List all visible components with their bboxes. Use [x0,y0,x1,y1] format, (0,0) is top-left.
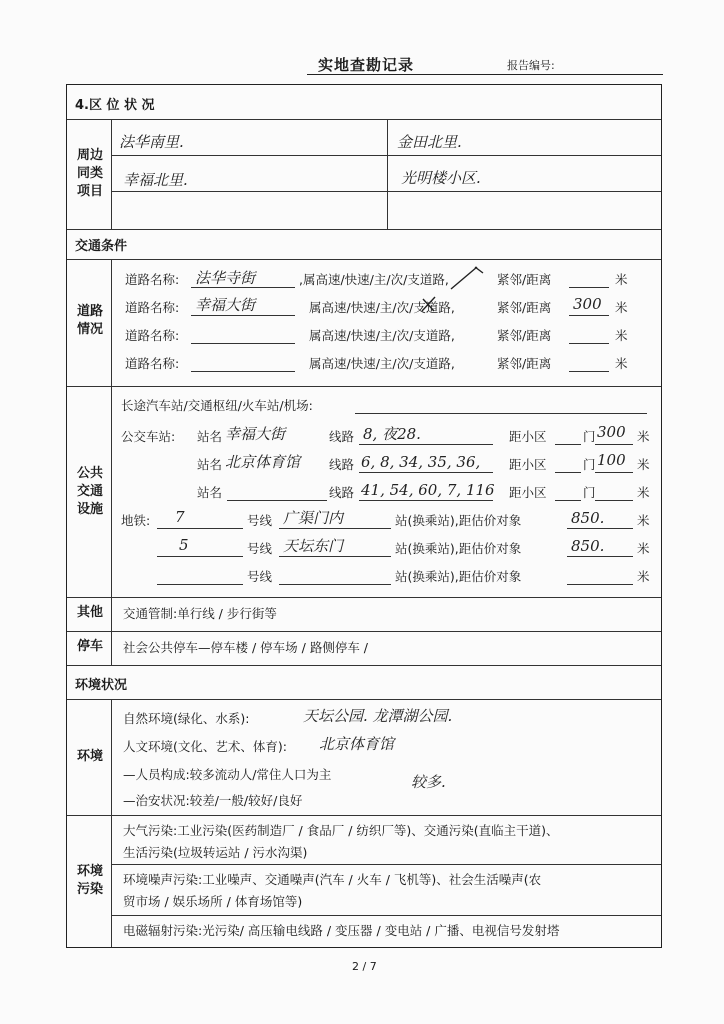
fill-line [191,343,295,344]
unit-text: 米 [615,300,628,315]
fill-line [191,287,295,288]
subway-distance-value: 850. [571,509,605,527]
fill-line [355,413,647,414]
fill-line [569,315,609,316]
road-name-label: 道路名称: [125,328,180,343]
title-underline [307,74,663,75]
fill-line [595,472,633,473]
people-composition-text: —人员构成:较多流动人/常住人口为主 [123,767,332,782]
unit-text: 米 [637,485,650,500]
bus-station-value: 北京体育馆 [225,453,301,471]
page-title: 实地查勘记录 [318,56,415,74]
unit-text: 米 [637,541,650,556]
other-label: 其他 [76,605,103,620]
section-title: 交通条件 [75,239,128,254]
unit-text: 米 [637,569,650,584]
row-divider [67,815,661,816]
gate-label: 门 [583,429,596,444]
line-label: 线路 [329,429,355,444]
subway-label: 地铁: [121,513,151,528]
subway-station-value: 天坛东门 [283,537,344,555]
label-column-line [111,119,112,229]
road-distance-value: 300 [573,295,602,313]
road-distance-label: 紧邻/距离 [497,300,552,315]
station-label: 站名 [197,485,223,500]
bus-lines-value: 6, 8, 34, 35, 36, [361,453,481,471]
gate-label: 门 [583,457,596,472]
noise-pollution-text-cont: 贸市场 / 娱乐场所 / 体育场馆等) [123,894,303,909]
long-distance-label: 长途汽车站/交通枢纽/火车站/机场: [121,398,313,413]
subway-line-value: 5 [179,536,189,554]
line-suffix: 号线 [247,569,273,584]
unit-text: 米 [637,513,650,528]
air-pollution-text-cont: 生活污染(垃圾转运站 / 污水沟渠) [123,845,308,860]
nearby-project: 法华南里. [119,133,184,151]
label-column-line [111,597,112,665]
bus-lines-value: 8, 夜28. [363,425,421,443]
road-name-value: 幸福大街 [195,296,256,314]
environment-label: 环境 [76,749,103,764]
natural-environment-label: 自然环境(绿化、水系): [123,711,250,726]
fill-line [595,500,633,501]
survey-table [66,84,662,948]
fill-line [555,500,581,501]
row-divider [67,119,661,120]
fill-line [569,371,609,372]
bus-distance-value: 300 [597,423,626,441]
unit-text: 米 [615,272,628,287]
subway-station-value: 广渠门内 [283,509,344,527]
row-divider [67,259,661,260]
security-status-text: —治安状况:较差/一般/较好/良好 [123,793,303,808]
distance-label: 距小区 [509,429,547,444]
fill-line [279,556,391,557]
road-distance-label: 紧邻/距离 [497,356,552,371]
station-label: 站名 [197,429,223,444]
fill-line [359,500,493,501]
fill-line [359,444,493,445]
label-column-line [111,259,112,597]
distance-label: 距小区 [509,457,547,472]
fill-line [359,472,493,473]
cell-divider [387,119,388,229]
noise-pollution-text: 环境噪声污染:工业噪声、交通噪声(汽车 / 火车 / 飞机等)、社会生活噪声(农 [123,872,542,887]
row-divider [67,631,661,632]
report-number-label: 报告编号: [507,59,555,72]
air-pollution-text: 大气污染:工业污染(医药制造厂 / 食品厂 / 纺织厂等)、交通污染(直临主干道)、 [123,823,559,838]
cultural-environment-label: 人文环境(文化、艺术、体育): [123,739,287,754]
cultural-environment-value: 北京体育馆 [319,735,395,753]
cell-divider [111,191,661,192]
radiation-pollution-text: 电磁辐射污染:光污染/ 高压输电线路 / 变压器 / 变电站 / 广播、电视信号发射塔 [123,923,560,938]
road-name-label: 道路名称: [125,356,180,371]
bus-label: 公交车站: [121,429,176,444]
natural-environment-value: 天坛公园. 龙潭湖公园. [303,707,453,725]
section-title: 4.区 位 状 况 [75,98,155,113]
page-number: 2 / 7 [352,960,377,973]
fill-line [595,444,633,445]
nearby-project: 光明楼小区. [401,169,481,187]
road-distance-label: 紧邻/距离 [497,328,552,343]
parking-text: 社会公共停车—停车楼 / 停车场 / 路侧停车 / [123,640,369,655]
subway-line-value: 7 [175,508,185,526]
station-suffix: 站(换乘站),距估价对象 [395,569,522,584]
strike-mark [447,263,487,293]
label-column-line [111,699,112,947]
row-divider [67,229,661,230]
subway-distance-value: 850. [571,537,605,555]
pollution-label: 环境 污染 [76,864,103,897]
line-label: 线路 [329,485,355,500]
station-suffix: 站(换乘站),距估价对象 [395,513,522,528]
row-divider [67,665,661,666]
cell-divider [111,864,661,865]
gate-label: 门 [583,485,596,500]
fill-line [157,556,243,557]
fill-line [569,287,609,288]
traffic-control-text: 交通管制:单行线 / 步行街等 [123,606,277,621]
road-name-label: 道路名称: [125,300,180,315]
fill-line [555,444,581,445]
road-grade-text: 属高速/快速/主/次/支道路, [309,300,455,315]
fill-line [157,584,243,585]
fill-line [157,528,243,529]
fill-line [227,500,327,501]
row-divider [67,386,661,387]
fill-line [191,371,295,372]
bus-lines-value: 41, 54, 60, 7, 116 [361,481,495,499]
station-suffix: 站(换乘站),距估价对象 [395,541,522,556]
road-name-label: 道路名称: [125,272,180,287]
cell-divider [111,915,661,916]
roads-label: 道路 情况 [76,304,103,337]
fill-line [279,584,391,585]
road-grade-text: 属高速/快速/主/次/支道路, [309,328,455,343]
unit-text: 米 [637,429,650,444]
fill-line [569,343,609,344]
bus-distance-value: 100 [597,451,626,469]
fill-line [555,472,581,473]
road-grade-text: 属高速/快速/主/次/支道路, [309,356,455,371]
row-divider [67,699,661,700]
parking-label: 停车 [76,639,103,654]
nearby-project: 金田北里. [397,133,462,151]
distance-label: 距小区 [509,485,547,500]
people-composition-value: 较多. [411,773,446,791]
nearby-label: 周边 同类 项目 [76,148,103,199]
fill-line [191,315,295,316]
bus-station-value: 幸福大街 [225,425,286,443]
section-title: 环境状况 [75,678,128,693]
road-name-value: 法华寺街 [195,269,256,287]
road-distance-label: 紧邻/距离 [497,272,552,287]
fill-line [567,556,633,557]
transit-label: 公共 交通 设施 [76,466,103,517]
line-label: 线路 [329,457,355,472]
unit-text: 米 [615,328,628,343]
station-label: 站名 [197,457,223,472]
road-grade-text: ,属高速/快速/主/次/支道路, [299,272,449,287]
strike-mark [419,293,439,315]
line-suffix: 号线 [247,513,273,528]
nearby-project: 幸福北里. [123,171,188,189]
fill-line [567,584,633,585]
unit-text: 米 [637,457,650,472]
row-divider [67,597,661,598]
cell-divider [111,155,661,156]
unit-text: 米 [615,356,628,371]
fill-line [279,528,391,529]
line-suffix: 号线 [247,541,273,556]
fill-line [567,528,633,529]
